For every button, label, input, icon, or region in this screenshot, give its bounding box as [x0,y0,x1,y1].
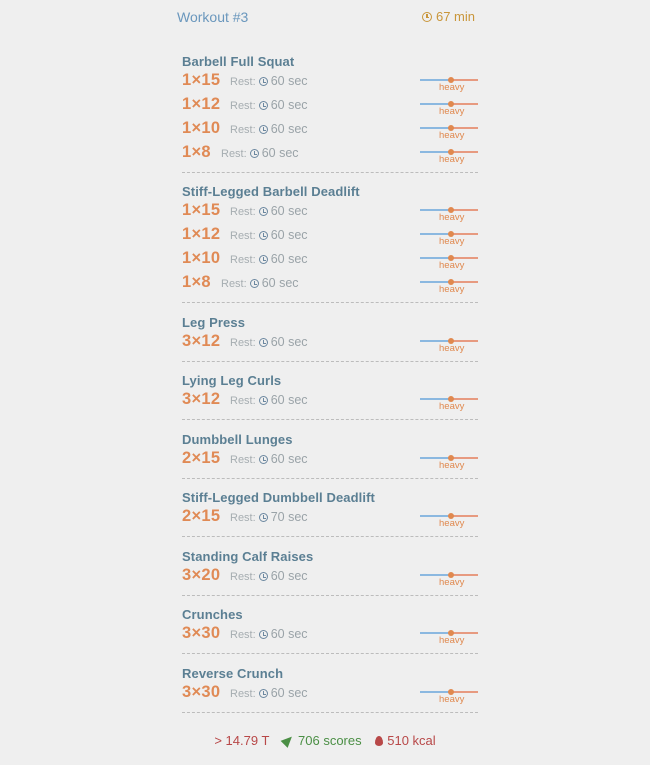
rest-label: Rest: [230,337,256,349]
rest-value: 60 sec [270,98,308,112]
rest-value: 70 sec [270,510,308,524]
set-row [182,95,478,119]
intensity-label: heavy [439,284,465,295]
set-rest [230,510,308,524]
clock-icon [250,279,259,288]
divider [182,595,478,596]
duration-value: 67 min [435,9,475,24]
clock-icon [259,630,268,639]
intensity-label: heavy [439,130,465,141]
set-rest [230,98,308,112]
exercise-name: Stiff-Legged Barbell Deadlift [182,184,360,199]
set-rest [221,146,299,160]
rest-label: Rest: [230,629,256,641]
intensity-label: heavy [439,212,465,223]
set-row [182,683,478,707]
intensity-slider[interactable] [420,123,478,141]
rest-label: Rest: [230,688,256,700]
intensity-label: heavy [439,236,465,247]
clock-icon [259,513,268,522]
rest-label: Rest: [230,230,256,242]
intensity-slider[interactable] [420,229,478,247]
clock-icon [259,207,268,216]
set-rest [221,276,299,290]
set-rest [230,204,308,218]
rest-label: Rest: [221,278,247,290]
set-row [182,449,478,473]
set-rest [230,228,308,242]
clock-icon [259,255,268,264]
scores-value: 706 scores [298,733,362,748]
set-reps: 1×8 [182,143,211,161]
scores-stat [283,733,362,748]
clock-icon [259,101,268,110]
divider [182,172,478,173]
divider [182,419,478,420]
rest-value: 60 sec [261,146,299,160]
intensity-slider[interactable] [420,453,478,471]
set-rest [230,122,308,136]
set-rest [230,335,308,349]
set-reps: 1×15 [182,201,221,219]
rest-value: 60 sec [270,335,308,349]
rest-label: Rest: [230,100,256,112]
rest-value: 60 sec [270,627,308,641]
rest-value: 60 sec [270,228,308,242]
exercise-name: Barbell Full Squat [182,54,295,69]
intensity-label: heavy [439,260,465,271]
set-rest [230,452,308,466]
clock-icon [259,338,268,347]
set-reps: 3×12 [182,390,221,408]
divider [182,478,478,479]
exercise-name: Crunches [182,607,243,622]
set-row [182,507,478,531]
set-reps: 2×15 [182,507,221,525]
set-rest [230,252,308,266]
clock-icon [259,77,268,86]
rest-value: 60 sec [270,393,308,407]
intensity-slider[interactable] [420,205,478,223]
set-reps: 1×8 [182,273,211,291]
clock-icon [259,689,268,698]
intensity-slider[interactable] [420,628,478,646]
kcal-value: 510 kcal [387,733,436,748]
clock-icon [259,455,268,464]
rest-value: 60 sec [270,122,308,136]
divider [182,536,478,537]
set-reps: 2×15 [182,449,221,467]
rest-label: Rest: [230,254,256,266]
divider [182,653,478,654]
intensity-label: heavy [439,106,465,117]
set-row [182,624,478,648]
workout-duration [422,9,475,24]
exercise-name: Lying Leg Curls [182,373,282,388]
tonnage-stat: > 14.79 T [214,733,270,748]
rest-label: Rest: [230,454,256,466]
exercise-name: Reverse Crunch [182,666,284,681]
intensity-slider[interactable] [420,511,478,529]
set-rest [230,569,308,583]
set-reps: 3×20 [182,566,221,584]
clock-icon [259,125,268,134]
set-row [182,119,478,143]
intensity-label: heavy [439,401,465,412]
set-row [182,390,478,414]
set-reps: 1×12 [182,95,221,113]
set-row [182,273,478,297]
divider [182,361,478,362]
rest-label: Rest: [230,206,256,218]
rest-label: Rest: [230,76,256,88]
workout-header [177,9,475,27]
rest-label: Rest: [230,571,256,583]
set-row [182,143,478,167]
intensity-slider[interactable] [420,99,478,117]
set-row [182,332,478,356]
exercise-name: Stiff-Legged Dumbbell Deadlift [182,490,375,505]
intensity-slider[interactable] [420,277,478,295]
intensity-slider[interactable] [420,687,478,705]
fire-icon [375,736,383,746]
exercise-name: Standing Calf Raises [182,549,314,564]
rest-value: 60 sec [270,452,308,466]
rest-label: Rest: [221,148,247,160]
workout-title: Workout #3 [177,9,249,25]
rest-label: Rest: [230,124,256,136]
rest-value: 60 sec [270,252,308,266]
intensity-label: heavy [439,577,465,588]
set-rest [230,627,308,641]
set-row [182,566,478,590]
rocket-icon [281,733,296,748]
intensity-label: heavy [439,460,465,471]
intensity-label: heavy [439,154,465,165]
divider [182,712,478,713]
intensity-slider[interactable] [420,394,478,412]
set-row [182,71,478,95]
workout-summary [0,733,650,748]
rest-value: 60 sec [270,686,308,700]
kcal-stat [375,733,435,748]
intensity-slider[interactable] [420,570,478,588]
clock-icon [259,396,268,405]
intensity-slider[interactable] [420,147,478,165]
rest-value: 60 sec [270,74,308,88]
set-row [182,225,478,249]
clock-icon [250,149,259,158]
clock-icon [259,572,268,581]
intensity-label: heavy [439,82,465,93]
intensity-slider[interactable] [420,75,478,93]
rest-value: 60 sec [270,204,308,218]
rest-label: Rest: [230,512,256,524]
set-reps: 1×15 [182,71,221,89]
set-row [182,249,478,273]
intensity-label: heavy [439,635,465,646]
intensity-label: heavy [439,343,465,354]
rest-value: 60 sec [261,276,299,290]
set-reps: 1×10 [182,249,221,267]
clock-icon [422,12,432,22]
set-reps: 1×12 [182,225,221,243]
set-row [182,201,478,225]
set-rest [230,393,308,407]
intensity-label: heavy [439,518,465,529]
rest-value: 60 sec [270,569,308,583]
clock-icon [259,231,268,240]
exercise-name: Leg Press [182,315,246,330]
exercise-name: Dumbbell Lunges [182,432,293,447]
intensity-slider[interactable] [420,253,478,271]
intensity-slider[interactable] [420,336,478,354]
set-rest [230,74,308,88]
set-reps: 1×10 [182,119,221,137]
set-rest [230,686,308,700]
set-reps: 3×30 [182,683,221,701]
rest-label: Rest: [230,395,256,407]
set-reps: 3×12 [182,332,221,350]
intensity-label: heavy [439,694,465,705]
set-reps: 3×30 [182,624,221,642]
divider [182,302,478,303]
